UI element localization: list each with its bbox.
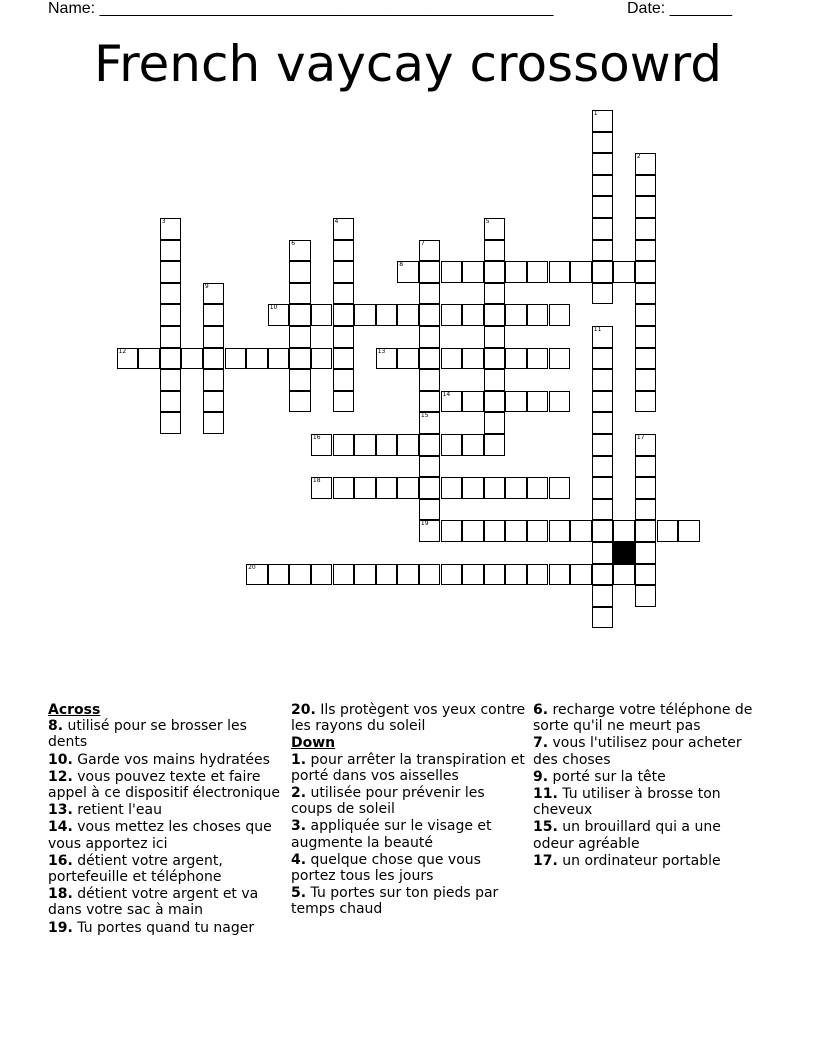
grid-cell[interactable]: [570, 261, 592, 283]
clue-down-15: 15. un brouillard qui a une odeur agréable: [533, 819, 721, 852]
clue-number: 14: [442, 390, 451, 398]
grid-cell[interactable]: [635, 153, 657, 175]
grid-cell[interactable]: [419, 304, 441, 326]
clue-number: 17: [636, 434, 645, 441]
grid-cell[interactable]: [527, 304, 549, 326]
grid-cell[interactable]: [505, 261, 527, 283]
grid-cell[interactable]: [289, 564, 311, 586]
grid-cell[interactable]: [397, 348, 419, 370]
date-field-label: Date: _______: [627, 0, 732, 17]
grid-cell[interactable]: [592, 391, 614, 413]
grid-cell[interactable]: [333, 240, 355, 262]
grid-cell[interactable]: [160, 326, 182, 348]
grid-cell[interactable]: [505, 304, 527, 326]
grid-cell[interactable]: [160, 240, 182, 262]
grid-cell[interactable]: [376, 477, 398, 499]
grid-cell[interactable]: [505, 348, 527, 370]
grid-cell[interactable]: [311, 304, 333, 326]
grid-cell[interactable]: [268, 304, 290, 326]
grid-cell[interactable]: [635, 434, 657, 456]
grid-cell[interactable]: [462, 434, 484, 456]
clue-across-20: 20. Ils protègent vos yeux contre les rayons du soleil: [291, 702, 526, 735]
grid-cell[interactable]: [289, 348, 311, 370]
grid-cell[interactable]: [289, 326, 311, 348]
grid-cell[interactable]: [225, 348, 247, 370]
grid-cell[interactable]: [635, 369, 657, 391]
grid-cell[interactable]: [289, 283, 311, 305]
grid-cell[interactable]: [549, 520, 571, 542]
grid-cell[interactable]: [419, 412, 441, 434]
black-square: [613, 542, 635, 564]
clue-down-3: 3. appliquée sur le visage et augmente la beauté: [291, 818, 492, 851]
clue-across-10: 10. Garde vos mains hydratées: [48, 751, 270, 768]
clues-column-1: [48, 702, 284, 937]
grid-cell[interactable]: [635, 564, 657, 586]
clue-across-8: 8. utilisé pour se brosser les dents: [48, 718, 247, 751]
grid-cell[interactable]: [419, 520, 441, 542]
grid-cell[interactable]: [484, 434, 506, 456]
grid-cell[interactable]: [203, 283, 225, 305]
grid-cell[interactable]: [549, 261, 571, 283]
grid-cell[interactable]: [527, 520, 549, 542]
grid-cell[interactable]: [462, 348, 484, 370]
grid-cell[interactable]: [160, 283, 182, 305]
grid-cell[interactable]: [289, 391, 311, 413]
grid-cell[interactable]: [527, 348, 549, 370]
grid-cell[interactable]: [462, 304, 484, 326]
grid-cell[interactable]: [160, 391, 182, 413]
grid-cell[interactable]: [462, 391, 484, 413]
grid-cell[interactable]: [462, 261, 484, 283]
clue-number: 11: [593, 326, 602, 333]
clue-down-4: 4. quelque chose que vous portez tous les jours: [291, 851, 481, 885]
clue-down-17: 17. un ordinateur portable: [533, 852, 721, 869]
grid-cell[interactable]: [592, 348, 614, 370]
clue-down-1: 1. pour arrêter la transpiration et porté dans vos aisselles: [291, 751, 525, 784]
clue-down-9: 9. porté sur la tête: [533, 768, 666, 785]
grid-cell[interactable]: [441, 477, 463, 499]
grid-cell[interactable]: [397, 304, 419, 326]
grid-cell[interactable]: [117, 348, 139, 370]
grid-cell[interactable]: [592, 240, 614, 262]
grid-cell[interactable]: [333, 564, 355, 586]
grid-cell[interactable]: [635, 326, 657, 348]
grid-cell[interactable]: [462, 520, 484, 542]
grid-cell[interactable]: [441, 520, 463, 542]
clue-across-13: 13. retient l'eau: [48, 802, 162, 819]
grid-cell[interactable]: [246, 348, 268, 370]
grid-cell[interactable]: [592, 132, 614, 154]
grid-cell[interactable]: [592, 218, 614, 240]
grid-cell[interactable]: [592, 456, 614, 478]
grid-cell[interactable]: [635, 283, 657, 305]
grid-cell[interactable]: [592, 196, 614, 218]
clue-number: 8: [399, 261, 404, 269]
grid-cell[interactable]: [635, 196, 657, 218]
grid-cell[interactable]: [635, 240, 657, 262]
grid-cell[interactable]: [160, 261, 182, 283]
grid-cell[interactable]: [203, 326, 225, 348]
grid-cell[interactable]: [484, 240, 506, 262]
grid-cell[interactable]: [138, 348, 160, 370]
grid-cell[interactable]: [484, 391, 506, 413]
grid-cell[interactable]: [333, 304, 355, 326]
clue-number: 3: [161, 218, 166, 225]
grid-cell[interactable]: [505, 564, 527, 586]
clue-across-16: 16. détient votre argent, portefeuille et téléphone: [48, 852, 223, 886]
clue-across-12: 12. vous pouvez texte et faire appel à ce dispositif électronique: [48, 768, 281, 802]
grid-cell[interactable]: [246, 564, 268, 586]
grid-cell[interactable]: [505, 520, 527, 542]
grid-cell[interactable]: [419, 477, 441, 499]
grid-cell[interactable]: [268, 564, 290, 586]
clue-across-19: 19. Tu portes quand tu nager: [48, 919, 255, 936]
clue-number: 13: [377, 347, 386, 355]
clue-number: 19: [420, 520, 429, 528]
grid-cell[interactable]: [160, 412, 182, 434]
grid-cell[interactable]: [592, 283, 614, 305]
grid-cell[interactable]: [635, 304, 657, 326]
clue-number: 4: [334, 218, 339, 225]
clues-column-3: [533, 702, 763, 870]
grid-cell[interactable]: [397, 564, 419, 586]
grid-cell[interactable]: [419, 456, 441, 478]
grid-cell[interactable]: [376, 348, 398, 370]
grid-cell[interactable]: [160, 304, 182, 326]
grid-cell[interactable]: [289, 261, 311, 283]
clue-number: 1: [593, 110, 598, 117]
grid-cell[interactable]: [181, 348, 203, 370]
grid-cell[interactable]: [484, 520, 506, 542]
clue-number: 9: [204, 282, 209, 290]
grid-cell[interactable]: [592, 110, 614, 132]
grid-cell[interactable]: [635, 542, 657, 564]
clue-number: 12: [118, 347, 127, 355]
grid-cell[interactable]: [333, 434, 355, 456]
grid-cell[interactable]: [462, 477, 484, 499]
grid-cell[interactable]: [484, 304, 506, 326]
grid-cell[interactable]: [635, 348, 657, 370]
grid-cell[interactable]: [613, 520, 635, 542]
grid-cell[interactable]: [527, 564, 549, 586]
grid-cell[interactable]: [592, 499, 614, 521]
grid-cell[interactable]: [441, 434, 463, 456]
grid-cell[interactable]: [592, 175, 614, 197]
grid-cell[interactable]: [592, 520, 614, 542]
grid-cell[interactable]: [311, 348, 333, 370]
grid-cell[interactable]: [289, 304, 311, 326]
grid-cell[interactable]: [289, 240, 311, 262]
grid-cell[interactable]: [441, 304, 463, 326]
grid-cell[interactable]: [484, 218, 506, 240]
clue-down-6: 6. recharge votre téléphone de sorte qu'il ne meurt pas: [533, 702, 753, 735]
grid-cell[interactable]: [441, 391, 463, 413]
clue-across-18: 18. détient votre argent et va dans votre sac à main: [48, 886, 259, 919]
grid-cell[interactable]: [635, 585, 657, 607]
clue-down-11: 11. Tu utiliser à brosse ton cheveux: [533, 786, 721, 819]
grid-cell[interactable]: [333, 261, 355, 283]
clue-number: 7: [420, 239, 425, 247]
grid-cell[interactable]: [549, 304, 571, 326]
grid-cell[interactable]: [397, 261, 419, 283]
grid-cell[interactable]: [635, 391, 657, 413]
grid-cell[interactable]: [311, 434, 333, 456]
grid-cell[interactable]: [592, 412, 614, 434]
down-heading: Down: [291, 735, 336, 752]
grid-cell[interactable]: [527, 477, 549, 499]
grid-cell[interactable]: [333, 326, 355, 348]
clue-down-2: 2. utilisée pour prévenir les coups de soleil: [291, 785, 485, 818]
grid-cell[interactable]: [333, 369, 355, 391]
clue-number: 20: [248, 563, 256, 571]
grid-cell[interactable]: [549, 477, 571, 499]
grid-cell[interactable]: [419, 369, 441, 391]
grid-cell[interactable]: [333, 283, 355, 305]
grid-cell[interactable]: [441, 261, 463, 283]
grid-cell[interactable]: [376, 304, 398, 326]
grid-cell[interactable]: [484, 326, 506, 348]
grid-cell[interactable]: [160, 369, 182, 391]
grid-cell[interactable]: [635, 477, 657, 499]
grid-cell[interactable]: [484, 369, 506, 391]
grid-cell[interactable]: [441, 348, 463, 370]
grid-cell[interactable]: [592, 369, 614, 391]
grid-cell[interactable]: [333, 348, 355, 370]
grid-cell[interactable]: [549, 348, 571, 370]
grid-cell[interactable]: [484, 564, 506, 586]
grid-cell[interactable]: [419, 564, 441, 586]
grid-cell[interactable]: [484, 477, 506, 499]
grid-cell[interactable]: [527, 391, 549, 413]
grid-cell[interactable]: [592, 477, 614, 499]
grid-cell[interactable]: [419, 499, 441, 521]
grid-cell[interactable]: [484, 283, 506, 305]
page-title: French vaycay crossowrd: [93, 35, 723, 93]
grid-cell[interactable]: [354, 304, 376, 326]
clues-column-2: [291, 702, 527, 919]
grid-cell[interactable]: [570, 520, 592, 542]
grid-cell[interactable]: [160, 218, 182, 240]
clue-number: 5: [485, 218, 490, 225]
clue-number: 15: [420, 412, 429, 420]
grid-cell[interactable]: [203, 304, 225, 326]
grid-cell[interactable]: [203, 391, 225, 413]
grid-cell[interactable]: [419, 348, 441, 370]
grid-cell[interactable]: [570, 564, 592, 586]
grid-cell[interactable]: [419, 240, 441, 262]
grid-cell[interactable]: [203, 348, 225, 370]
grid-cell[interactable]: [354, 564, 376, 586]
grid-cell[interactable]: [592, 326, 614, 348]
grid-cell[interactable]: [613, 261, 635, 283]
grid-cell[interactable]: [527, 261, 549, 283]
grid-cell[interactable]: [462, 564, 484, 586]
clue-number: 6: [291, 239, 296, 247]
clue-across-14: 14. vous mettez les choses que vous apportez ici: [48, 819, 272, 852]
grid-cell[interactable]: [505, 391, 527, 413]
name-field-label: Name: ___________________________________________________: [48, 0, 554, 17]
across-heading: Across: [48, 702, 101, 718]
grid-cell[interactable]: [635, 456, 657, 478]
grid-cell[interactable]: [549, 564, 571, 586]
grid-cell[interactable]: [678, 520, 700, 542]
grid-cell[interactable]: [397, 434, 419, 456]
clue-number: 2: [636, 153, 641, 161]
grid-cell[interactable]: [311, 564, 333, 586]
clue-number: 18: [312, 477, 321, 485]
grid-cell[interactable]: [419, 434, 441, 456]
grid-cell[interactable]: [592, 564, 614, 586]
clue-number: 10: [269, 304, 278, 312]
grid-cell[interactable]: [419, 326, 441, 348]
grid-cell[interactable]: [592, 585, 614, 607]
grid-cell[interactable]: [484, 412, 506, 434]
grid-cell[interactable]: [592, 542, 614, 564]
grid-cell[interactable]: [268, 348, 290, 370]
grid-cell[interactable]: [419, 391, 441, 413]
grid-cell[interactable]: [160, 348, 182, 370]
grid-cell[interactable]: [203, 412, 225, 434]
clue-number: 16: [312, 434, 321, 441]
grid-cell[interactable]: [333, 477, 355, 499]
grid-cell[interactable]: [354, 434, 376, 456]
grid-cell[interactable]: [484, 348, 506, 370]
grid-cell[interactable]: [635, 499, 657, 521]
grid-cell[interactable]: [289, 369, 311, 391]
grid-cell[interactable]: [484, 261, 506, 283]
clue-down-7: 7. vous l'utilisez pour acheter des choses: [533, 735, 742, 768]
grid-cell[interactable]: [635, 218, 657, 240]
grid-cell[interactable]: [333, 391, 355, 413]
grid-cell[interactable]: [592, 153, 614, 175]
grid-cell[interactable]: [203, 369, 225, 391]
grid-cell[interactable]: [397, 477, 419, 499]
grid-cell[interactable]: [635, 261, 657, 283]
grid-cell[interactable]: [311, 477, 333, 499]
grid-cell[interactable]: [613, 564, 635, 586]
grid-cell[interactable]: [592, 607, 614, 629]
grid-cell[interactable]: [505, 477, 527, 499]
grid-cell[interactable]: [354, 477, 376, 499]
grid-cell[interactable]: [419, 261, 441, 283]
grid-cell[interactable]: [333, 218, 355, 240]
grid-cell[interactable]: [419, 283, 441, 305]
clue-down-5: 5. Tu portes sur ton pieds par temps chaud: [291, 885, 499, 918]
grid-cell[interactable]: [376, 564, 398, 586]
grid-cell[interactable]: [441, 564, 463, 586]
grid-cell[interactable]: [592, 434, 614, 456]
grid-cell[interactable]: [657, 520, 679, 542]
grid-cell[interactable]: [635, 175, 657, 197]
grid-cell[interactable]: [376, 434, 398, 456]
grid-cell[interactable]: [549, 391, 571, 413]
grid-cell[interactable]: [592, 261, 614, 283]
grid-cell[interactable]: [635, 520, 657, 542]
